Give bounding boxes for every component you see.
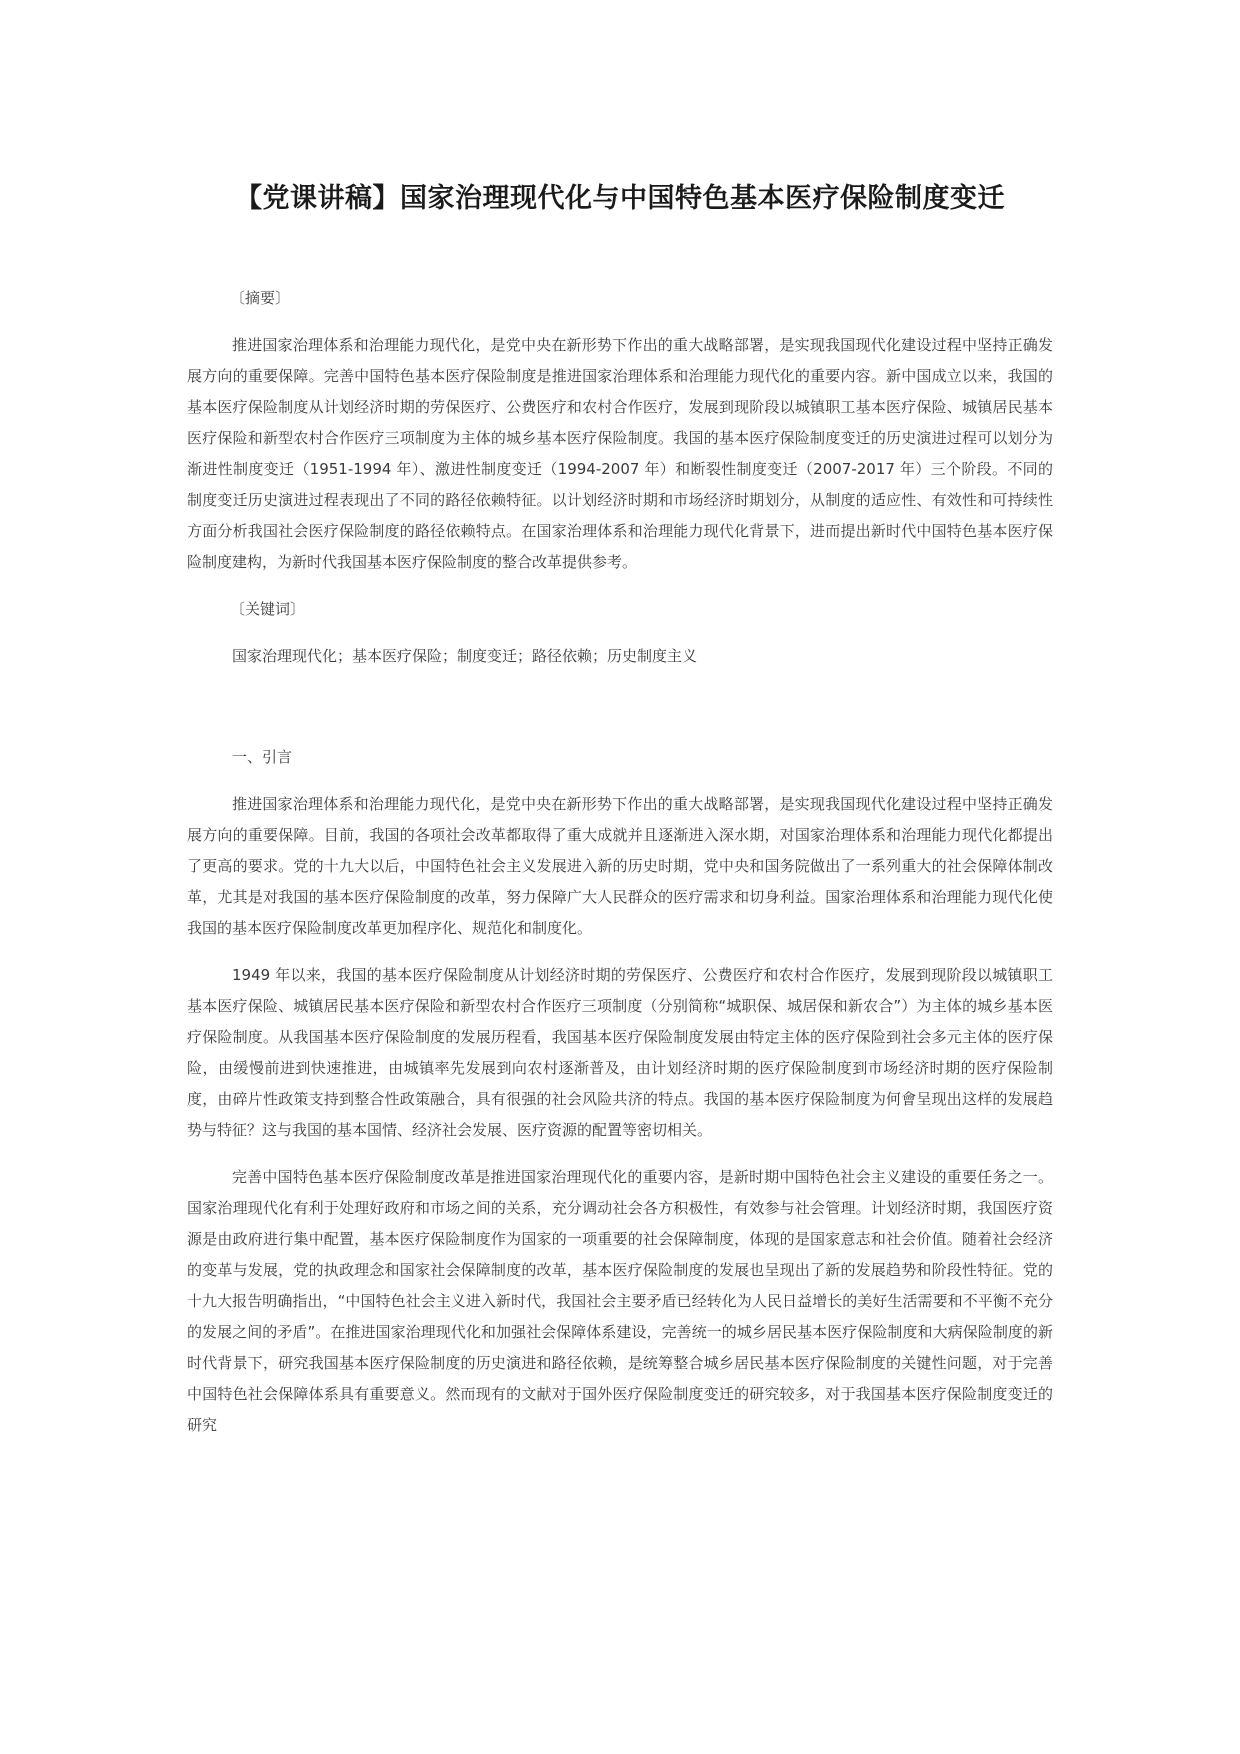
document-body — [187, 283, 1053, 1457]
introduction-paragraph: 完善中国特色基本医疗保险制度改革是推进国家治理现代化的重要内容，是新时期中国特色社会主义建设的重要任务之一。国家治理现代化有利于处理好政府和市场之间的关系，充分调动社会各方积极性，有效参与社会管理。计划经济时期，我国医疗资源是由政府进行集中配置，基本医疗保险制度作为国家的一项重要的社会保障制度，体现的是国家意志和社会价值。随着社会经济的变革与发展，党的执政理念和国家社会保障制度的改革，基本医疗保险制度的发展也呈现出了新的发展趋势和阶段性特征。党的十九大报告明确指出，“中国特色社会主义进入新时代，我国社会主要矛盾已经转化为人民日益增长的美好生活需要和不平衡不充分的发展之间的矛盾”。在推进国家治理现代化和加强社会保障体系建设，完善统一的城乡居民基本医疗保险制度和大病保险制度的新时代背景下，研究我国基本医疗保险制度的历史演进和路径依赖，是统筹整合城乡居民基本医疗保险制度的关键性问题，对于完善中国特色社会保障体系具有重要意义。然而现有的文献对于国外医疗保险制度变迁的研究较多，对于我国基本医疗保险制度变迁的研究 — [187, 1168, 1053, 1434]
keywords-text: 国家治理现代化；基本医疗保险；制度变迁；路径依赖；历史制度主义 — [232, 647, 698, 665]
introduction-paragraph: 1949 年以来，我国的基本医疗保险制度从计划经济时期的劳保医疗、公费医疗和农村合作医疗，发展到现阶段以城镇职工基本医疗保险、城镇居民基本医疗保险和新型农村合作医疗三项制度（分别简称“城职保、城居保和新农合”）为主体的城乡基本医疗保险制度。从我国基本医疗保险制度的发展历程看，我国基本医疗保险制度发展由特定主体的医疗保险到社会多元主体的医疗保险，由缓慢前进到快速推进，由城镇率先发展到向农村逐渐普及，由计划经济时期的医疗保险制度到市场经济时期的医疗保险制度，由碎片性政策支持到整合性政策融合，具有很强的社会风险共济的特点。我国的基本医疗保险制度为何會呈现出这样的发展趋势与特征？这与我国的基本国情、经济社会发展、医疗资源的配置等密切相关。 — [187, 966, 1053, 1139]
introduction-paragraph: 推进国家治理体系和治理能力现代化，是党中央在新形势下作出的重大战略部署，是实现我国现代化建设过程中坚持正确发展方向的重要保障。目前，我国的各项社会改革都取得了重大成就并且逐渐进入深水期，对国家治理体系和治理能力现代化都提出了更高的要求。党的十九大以后，中国特色社会主义发展进入新的历史时期，党中央和国务院做出了一系列重大的社会保障体制改革，尤其是对我国的基本医疗保险制度的改革，努力保障广大人民群众的医疗需求和切身利益。国家治理体系和治理能力现代化使我国的基本医疗保险制度改革更加程序化、规范化和制度化。 — [187, 795, 1053, 937]
keywords-label: 〔关键词〕 — [230, 600, 306, 618]
abstract-label: 〔摘要〕 — [230, 289, 291, 307]
document-title: 【党课讲稿】国家治理现代化与中国特色基本医疗保险制度变迁 — [235, 183, 1005, 214]
section-heading-introduction: 一、引言 — [232, 748, 293, 766]
abstract-paragraph: 推进国家治理体系和治理能力现代化，是党中央在新形势下作出的重大战略部署，是实现我国现代化建设过程中坚持正确发展方向的重要保障。完善中国特色基本医疗保险制度是推进国家治理体系和治理能力现代化的重要内容。新中国成立以来，我国的基本医疗保险制度从计划经济时期的劳保医疗、公费医疗和农村合作医疗，发展到现阶段以城镇职工基本医疗保险、城镇居民基本医疗保险和新型农村合作医疗三项制度为主体的城乡基本医疗保险制度。我国的基本医疗保险制度变迁的历史演进过程可以划分为渐进性制度变迁（1951-1994 年）、激进性制度变迁（1994-2007 年）和断裂性制度变迁（2007-2017 年）三个阶段。不同的制度变迁历史演进过程表现出了不同的路径依赖特征。以计划经济时期和市场经济时期划分，从制度的适应性、有效性和可持续性方面分析我国社会医疗保险制度的路径依赖特点。在国家治理体系和治理能力现代化背景下，进而提出新时代中国特色基本医疗保险制度建构，为新时代我国基本医疗保险制度的整合改革提供参考。 — [187, 336, 1053, 571]
